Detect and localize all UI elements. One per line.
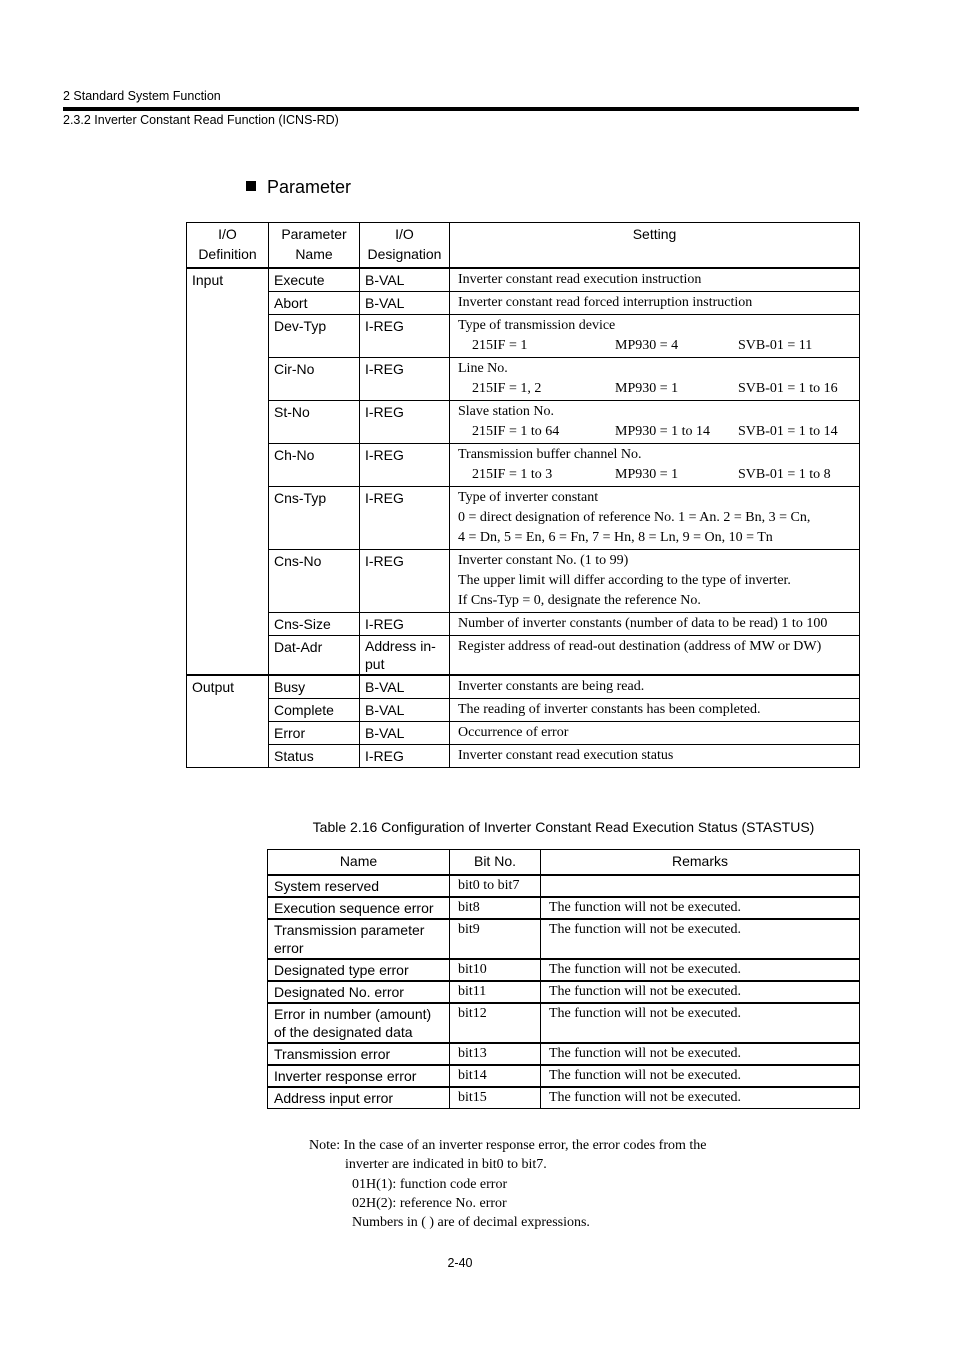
note-line: 02H(2): reference No. error: [352, 1195, 507, 1211]
parameter-heading-text: Parameter: [267, 177, 352, 197]
status-name: Transmission error: [268, 1043, 450, 1065]
header-bit-no: Bit No.: [450, 850, 541, 876]
status-remark: The function will not be executed.: [541, 1003, 860, 1043]
param-name: Status: [269, 745, 360, 768]
note-line: Numbers in ( ) are of decimal expressions.: [352, 1215, 590, 1231]
param-designation: B-VAL: [360, 722, 450, 745]
param-setting: Inverter constant read forced interruption instruction: [450, 292, 860, 315]
header-io-designation: I/O Designation: [360, 223, 450, 269]
status-bit: bit9: [450, 919, 541, 959]
table-row: [268, 1087, 860, 1109]
header-remarks: Remarks: [541, 850, 860, 876]
param-designation: I-REG: [360, 487, 450, 550]
status-remark: The function will not be executed.: [541, 981, 860, 1003]
status-remark: The function will not be executed.: [541, 1043, 860, 1065]
status-name: Error in number (amount) of the designated data: [268, 1003, 450, 1043]
table-row: [187, 699, 860, 722]
param-setting: The reading of inverter constants has been completed.: [450, 699, 860, 722]
table-row: [187, 401, 860, 444]
header-name: Name: [268, 850, 450, 876]
header-parameter-name: Parameter Name: [269, 223, 360, 269]
param-setting: Occurrence of error: [450, 722, 860, 745]
param-designation: I-REG: [360, 613, 450, 636]
status-bit: bit15: [450, 1087, 541, 1109]
table-row: [268, 1043, 860, 1065]
param-designation: I-REG: [360, 444, 450, 487]
param-designation: B-VAL: [360, 699, 450, 722]
header-io-definition: I/O Definition: [187, 223, 269, 269]
status-table: [267, 849, 860, 1109]
status-remark: [541, 875, 860, 897]
table-row: [187, 358, 860, 401]
table-row: [187, 315, 860, 358]
section-header: 2.3.2 Inverter Constant Read Function (ICNS-RD): [63, 113, 339, 127]
param-designation: I-REG: [360, 358, 450, 401]
table-row: [187, 550, 860, 613]
table-row: [187, 636, 860, 676]
status-bit: bit10: [450, 959, 541, 981]
param-name: Error: [269, 722, 360, 745]
io-group-output: Output: [187, 675, 269, 768]
param-name: Ch-No: [269, 444, 360, 487]
table-row: [187, 268, 860, 292]
table-row: [187, 613, 860, 636]
param-setting: Inverter constant No. (1 to 99) The upper limit will differ according to the type of inverter. If Cns-Typ = 0, designate the reference No.: [450, 550, 860, 613]
status-name: Inverter response error: [268, 1065, 450, 1087]
header-setting: Setting: [450, 223, 860, 269]
param-name: Execute: [269, 268, 360, 292]
chapter-header: 2 Standard System Function: [63, 89, 221, 103]
status-remark: The function will not be executed.: [541, 959, 860, 981]
param-name: Cns-No: [269, 550, 360, 613]
param-setting: Slave station No. 215IF = 1 to 64 MP930 = 1 to 14 SVB-01 = 1 to 14: [450, 401, 860, 444]
param-setting: Inverter constants are being read.: [450, 675, 860, 699]
param-designation: I-REG: [360, 745, 450, 768]
param-designation: I-REG: [360, 315, 450, 358]
param-setting: Transmission buffer channel No. 215IF = 1 to 3 MP930 = 1 SVB-01 = 1 to 8: [450, 444, 860, 487]
param-designation: I-REG: [360, 401, 450, 444]
status-remark: The function will not be executed.: [541, 1065, 860, 1087]
status-name: Transmission parameter error: [268, 919, 450, 959]
parameter-table: [186, 222, 860, 768]
status-name: Execution sequence error: [268, 897, 450, 919]
note-line: Note: In the case of an inverter response error, the error codes from the: [309, 1138, 707, 1153]
param-setting: Line No. 215IF = 1, 2 MP930 = 1 SVB-01 = 1 to 16: [450, 358, 860, 401]
table-row: [187, 444, 860, 487]
status-name: System reserved: [268, 875, 450, 897]
status-table-caption: Table 2.16 Configuration of Inverter Constant Read Execution Status (STASTUS): [312, 819, 815, 835]
param-designation: I-REG: [360, 550, 450, 613]
status-bit: bit11: [450, 981, 541, 1003]
table-row: [187, 292, 860, 315]
param-name: Cns-Size: [269, 613, 360, 636]
param-setting: Type of inverter constant 0 = direct designation of reference No. 1 = An. 2 = Bn, 3 = Cn, 4 = Dn, 5 = En, 6 = Fn, 7 = Hn, 8 = Ln, 9 = On, 10 = Tn: [450, 487, 860, 550]
table-row: [187, 675, 860, 699]
param-name: Complete: [269, 699, 360, 722]
table-row: [268, 1065, 860, 1087]
table-row: [268, 1003, 860, 1043]
status-remark: The function will not be executed.: [541, 919, 860, 959]
note-line: inverter are indicated in bit0 to bit7.: [345, 1157, 547, 1173]
note-line: 01H(1): function code error: [352, 1176, 508, 1192]
status-table-header-row: [268, 850, 860, 876]
param-name: Dev-Typ: [269, 315, 360, 358]
status-bit: bit14: [450, 1065, 541, 1087]
param-designation: B-VAL: [360, 268, 450, 292]
param-setting: Inverter constant read execution instruction: [450, 268, 860, 292]
status-remark: The function will not be executed.: [541, 897, 860, 919]
param-name: St-No: [269, 401, 360, 444]
status-name: Address input error: [268, 1087, 450, 1109]
param-setting: Number of inverter constants (number of data to be read) 1 to 100: [450, 613, 860, 636]
io-group-input: Input: [187, 268, 269, 675]
table-row: [268, 875, 860, 897]
param-setting: Inverter constant read execution status: [450, 745, 860, 768]
table-row: [187, 722, 860, 745]
status-bit: bit12: [450, 1003, 541, 1043]
status-name: Designated No. error: [268, 981, 450, 1003]
param-setting: Type of transmission device 215IF = 1 MP930 = 4 SVB-01 = 11: [450, 315, 860, 358]
table-row: [268, 981, 860, 1003]
param-name: Dat-Adr: [269, 636, 360, 676]
status-remark: The function will not be executed.: [541, 1087, 860, 1109]
table-row: [187, 487, 860, 550]
param-designation: Address in- put: [360, 636, 450, 676]
table-row: [268, 959, 860, 981]
table-row: [187, 745, 860, 768]
parameter-table-header-row: [187, 223, 860, 269]
status-name: Designated type error: [268, 959, 450, 981]
param-designation: B-VAL: [360, 292, 450, 315]
header-rule: [63, 107, 859, 111]
status-bit: bit13: [450, 1043, 541, 1065]
table-row: [268, 919, 860, 959]
square-bullet-icon: [246, 181, 256, 191]
param-setting: Register address of read-out destination (address of MW or DW): [450, 636, 860, 676]
param-name: Cns-Typ: [269, 487, 360, 550]
param-name: Abort: [269, 292, 360, 315]
page-number: 2-40: [447, 1256, 473, 1270]
parameter-heading: [246, 177, 351, 198]
param-designation: B-VAL: [360, 675, 450, 699]
status-bit: bit8: [450, 897, 541, 919]
note-block: [309, 1136, 707, 1232]
status-bit: bit0 to bit7: [450, 875, 541, 897]
table-row: [268, 897, 860, 919]
param-name: Busy: [269, 675, 360, 699]
param-name: Cir-No: [269, 358, 360, 401]
